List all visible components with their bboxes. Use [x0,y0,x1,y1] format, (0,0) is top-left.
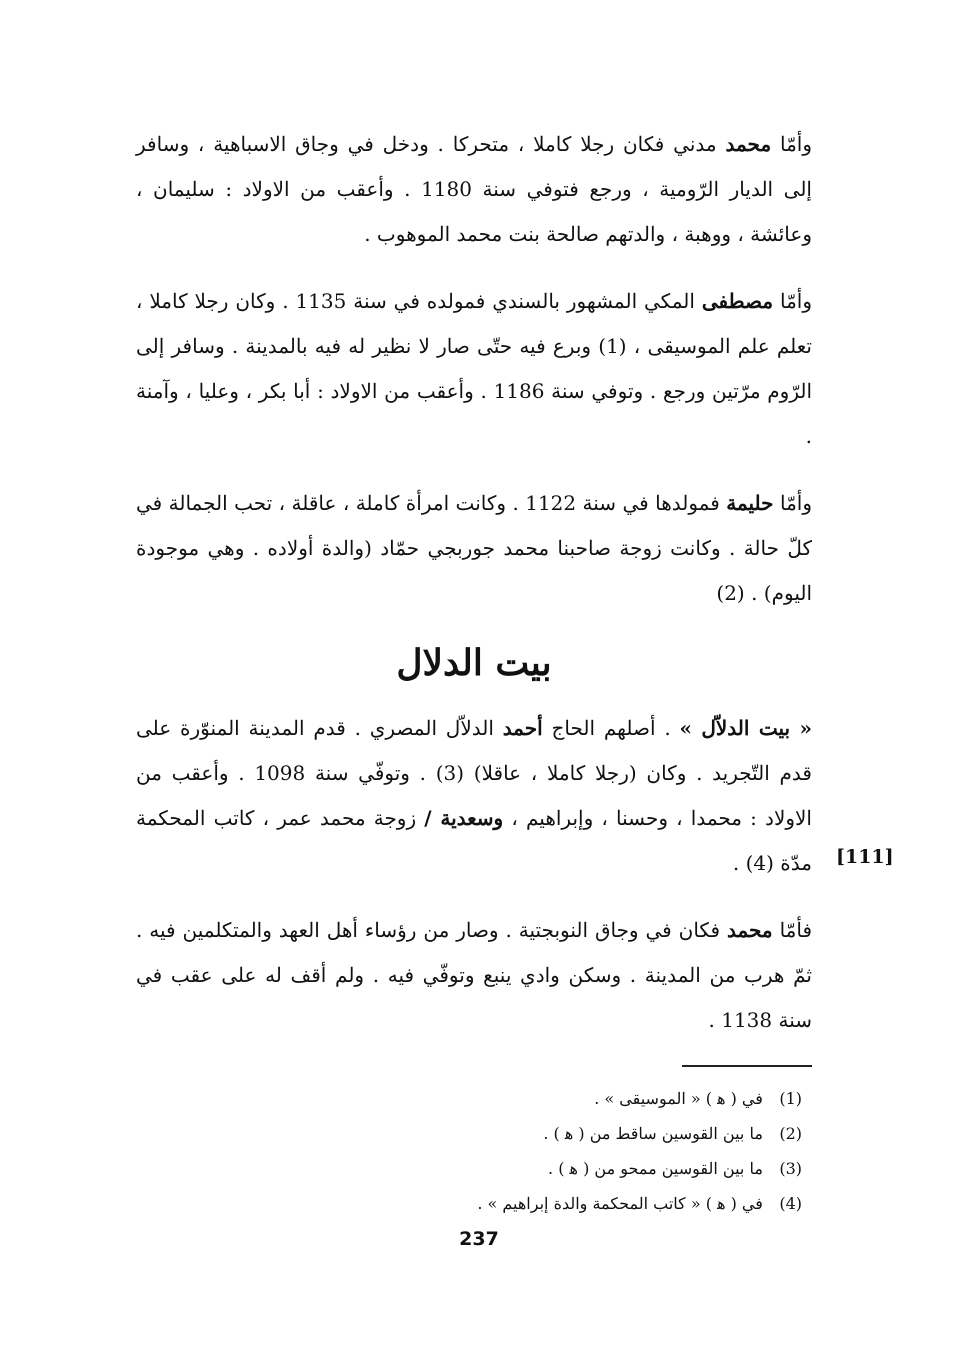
paragraph-bayt-al-dallal [136,706,812,886]
person-name: حليمة [726,491,774,515]
footnotes [136,1081,812,1221]
footnote-separator [682,1065,812,1067]
paragraph-halima [136,481,812,616]
footnote [136,1151,802,1186]
manuscript-folio-marker: [111] [836,846,894,868]
footnote [136,1081,802,1116]
paragraph-text: المكي المشهور بالسندي فمولده في سنة 1135 . وكان رجلا كاملا ، تعلم علم الموسيقى ، (1) وبرع فيه حتّى صار لا نظير له فيه بالمدينة . وسافر إلى الرّوم مرّتين ورجع . وتوفي سنة 1186 . وأعقب من الاولاد : أبا بكر ، وعليا ، وآمنة . [136,289,813,448]
footnote-number: (3) [779,1159,802,1178]
page-number: 237 [459,1228,499,1250]
footnote-text: ما بين القوسين ساقط من ( ﻫ ) . [543,1124,763,1143]
paragraph-lead: فأمّا [779,918,813,942]
paragraph-lead: وأمّا [779,491,812,515]
paragraph-text: فكان في وجاق النوبجتية . وصار من رؤساء أهل العهد والمتكلمين فيه . ثمّ هرب من المدينة . وسكن وادي ينبع وتوفّي فيه . ولم أقف له على عقب في سنة 1138 . [136,918,812,1032]
footnote-text: في ( ﻫ ) « الموسيقى » . [594,1089,763,1108]
person-name: وسعدية / [424,806,504,830]
footnote-number: (4) [779,1194,802,1213]
footnote-text: في ( ﻫ ) « كاتب المحكمة والدة إبراهيم » . [477,1194,763,1213]
paragraph-lead: وأمّا [779,289,813,313]
footnote-text: ما بين القوسين ممحو من ( ﻫ ) . [548,1159,763,1178]
person-name: مصطفى [701,289,774,313]
family-name: « بيت الدلاّل » [679,716,812,740]
footnote-number: (2) [779,1124,802,1143]
paragraph-lead: وأمّا [779,132,813,156]
footnote [136,1116,802,1151]
paragraph-text: الدلاّل المصري . قدم المدينة المنوّرة على قدم التّجريد . وكان (رجلا كاملا ، عاقلا) (3) . وتوفّي سنة 1098 . وأعقب من الاولاد : محمدا ، وحسنا ، وإبراهيم ، [136,716,812,830]
footnote [136,1186,802,1221]
paragraph-mustafa [136,279,812,459]
paragraph-text: . أصلهم الحاج [551,716,671,740]
person-name: محمد [725,132,772,156]
paragraph-muhammad-madani [136,122,812,257]
person-name: أحمد [502,716,543,740]
page-body [136,122,812,1221]
paragraph-text: مدني فكان رجلا كاملا ، متحركا . ودخل في وجاق الاسباهية ، وسافر إلى الديار الرّومية ، ورجع فتوفي سنة 1180 . وأعقب من الاولاد : سليمان ، وعائشة ، ووهبة ، والدتهم صالحة بنت محمد الموهوب . [136,132,812,246]
section-heading: بيت الدلال [396,642,552,684]
paragraph-text: زوجة محمد عمر ، كاتب المحكمة مدّة (4) . [136,806,812,875]
paragraph-muhammad-nawbajtiya [136,908,812,1043]
person-name: محمد [726,918,773,942]
paragraph-text: فمولدها في سنة 1122 . وكانت امرأة كاملة ، عاقلة ، تحب الجمالة في كلّ حالة . وكانت زوجة صاحبنا محمد جوربجي حمّاد (والدة أولاده . وهي موجودة اليوم) . (2) [136,491,812,605]
footnote-number: (1) [779,1089,802,1108]
